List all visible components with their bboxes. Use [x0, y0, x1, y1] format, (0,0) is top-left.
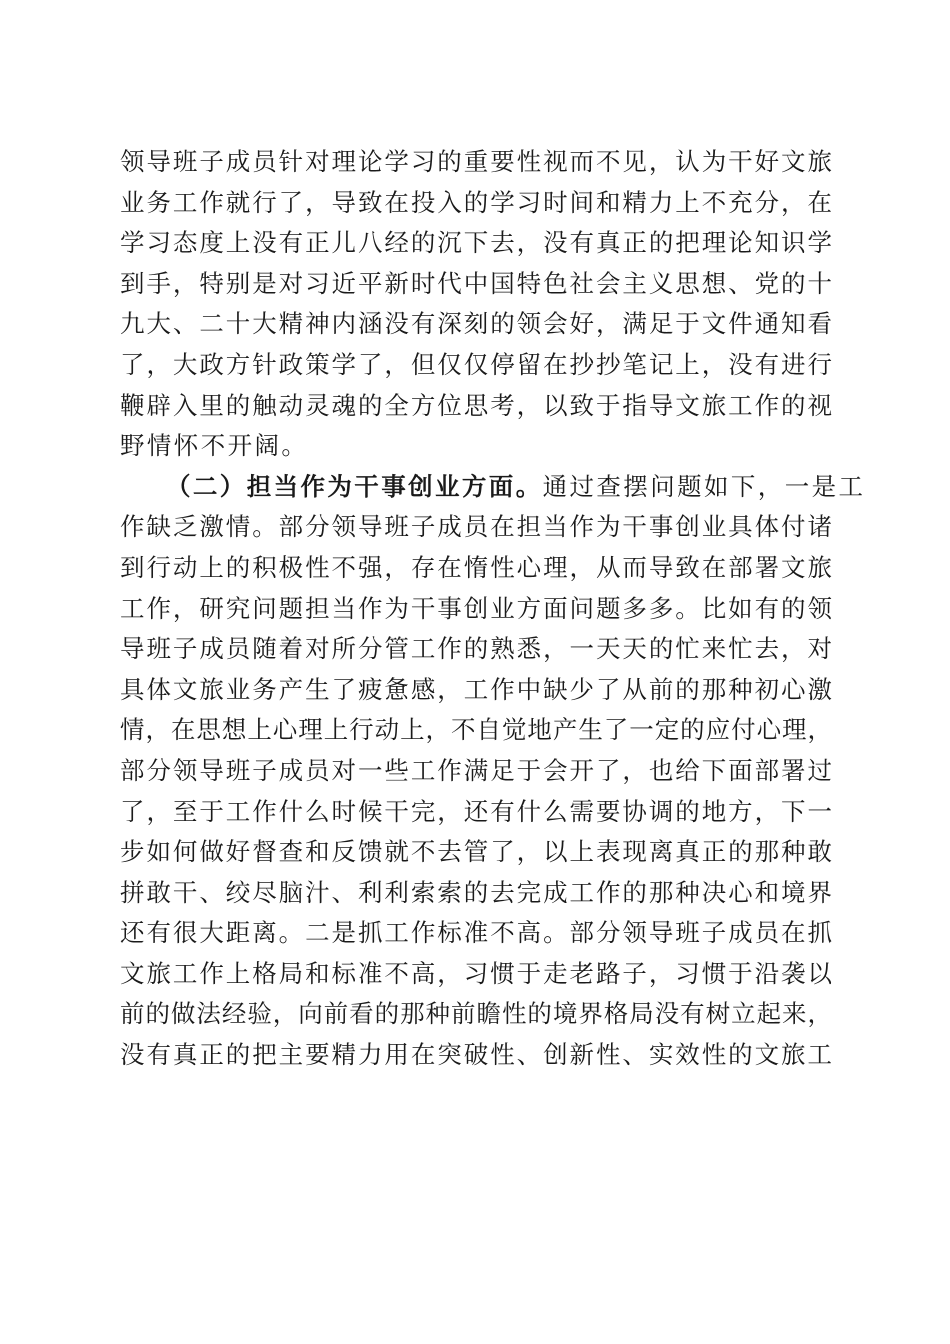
- text-line: 九大、二十大精神内涵没有深刻的领会好，满足于文件通知看: [120, 309, 832, 339]
- text-line: 导班子成员随着对所分管工作的熟悉，一天天的忙来忙去，对: [120, 634, 832, 664]
- document-body: [120, 142, 866, 1076]
- text-line: 了，至于工作什么时候干完，还有什么需要协调的地方，下一: [120, 796, 832, 826]
- text-line: 学习态度上没有正儿八经的沉下去，没有真正的把理论知识学: [120, 228, 832, 258]
- text-line: 鞭辟入里的触动灵魂的全方位思考，以致于指导文旅工作的视: [120, 390, 832, 420]
- paragraph-theory-study: [120, 142, 832, 467]
- text-line: 到手，特别是对习近平新时代中国特色社会主义思想、党的十: [120, 268, 832, 298]
- text-line: 没有真正的把主要精力用在突破性、创新性、实效性的文旅工: [120, 1040, 832, 1070]
- section-heading-line: [120, 467, 866, 508]
- text-line: 业务工作就行了，导致在投入的学习时间和精力上不充分，在: [120, 187, 832, 217]
- section-heading: （二）担当作为干事创业方面。: [166, 471, 543, 501]
- paragraph-responsibility: [120, 467, 866, 1076]
- text-line-last: 野情怀不开阔。: [120, 431, 309, 461]
- text-line: 了，大政方针政策学了，但仅仅停留在抄抄笔记上，没有进行: [120, 349, 832, 379]
- text-line: 还有很大距离。二是抓工作标准不高。部分领导班子成员在抓: [120, 918, 832, 948]
- text-line: 作缺乏激情。部分领导班子成员在担当作为干事创业具体付诸: [120, 512, 832, 542]
- text-line: 前的做法经验，向前看的那种前瞻性的境界格局没有树立起来，: [120, 999, 832, 1029]
- text-line: 情，在思想上心理上行动上，不自觉地产生了一定的应付心理，: [120, 715, 832, 745]
- heading-line-text: 通过查摆问题如下，一是工: [542, 471, 866, 501]
- text-line: 拼敢干、绞尽脑汁、利利索索的去完成工作的那种决心和境界: [120, 877, 832, 907]
- text-line: 到行动上的积极性不强，存在惰性心理，从而导致在部署文旅: [120, 552, 832, 582]
- text-line: 领导班子成员针对理论学习的重要性视而不见，认为干好文旅: [120, 147, 832, 176]
- text-line: 工作，研究问题担当作为干事创业方面问题多多。比如有的领: [120, 593, 832, 623]
- text-line: 部分领导班子成员对一些工作满足于会开了，也给下面部署过: [120, 755, 832, 785]
- text-line: 文旅工作上格局和标准不高，习惯于走老路子，习惯于沿袭以: [120, 958, 832, 988]
- text-line: 具体文旅业务产生了疲惫感，工作中缺少了从前的那种初心激: [120, 674, 832, 704]
- text-line: 步如何做好督查和反馈就不去管了，以上表现离真正的那种敢: [120, 837, 832, 867]
